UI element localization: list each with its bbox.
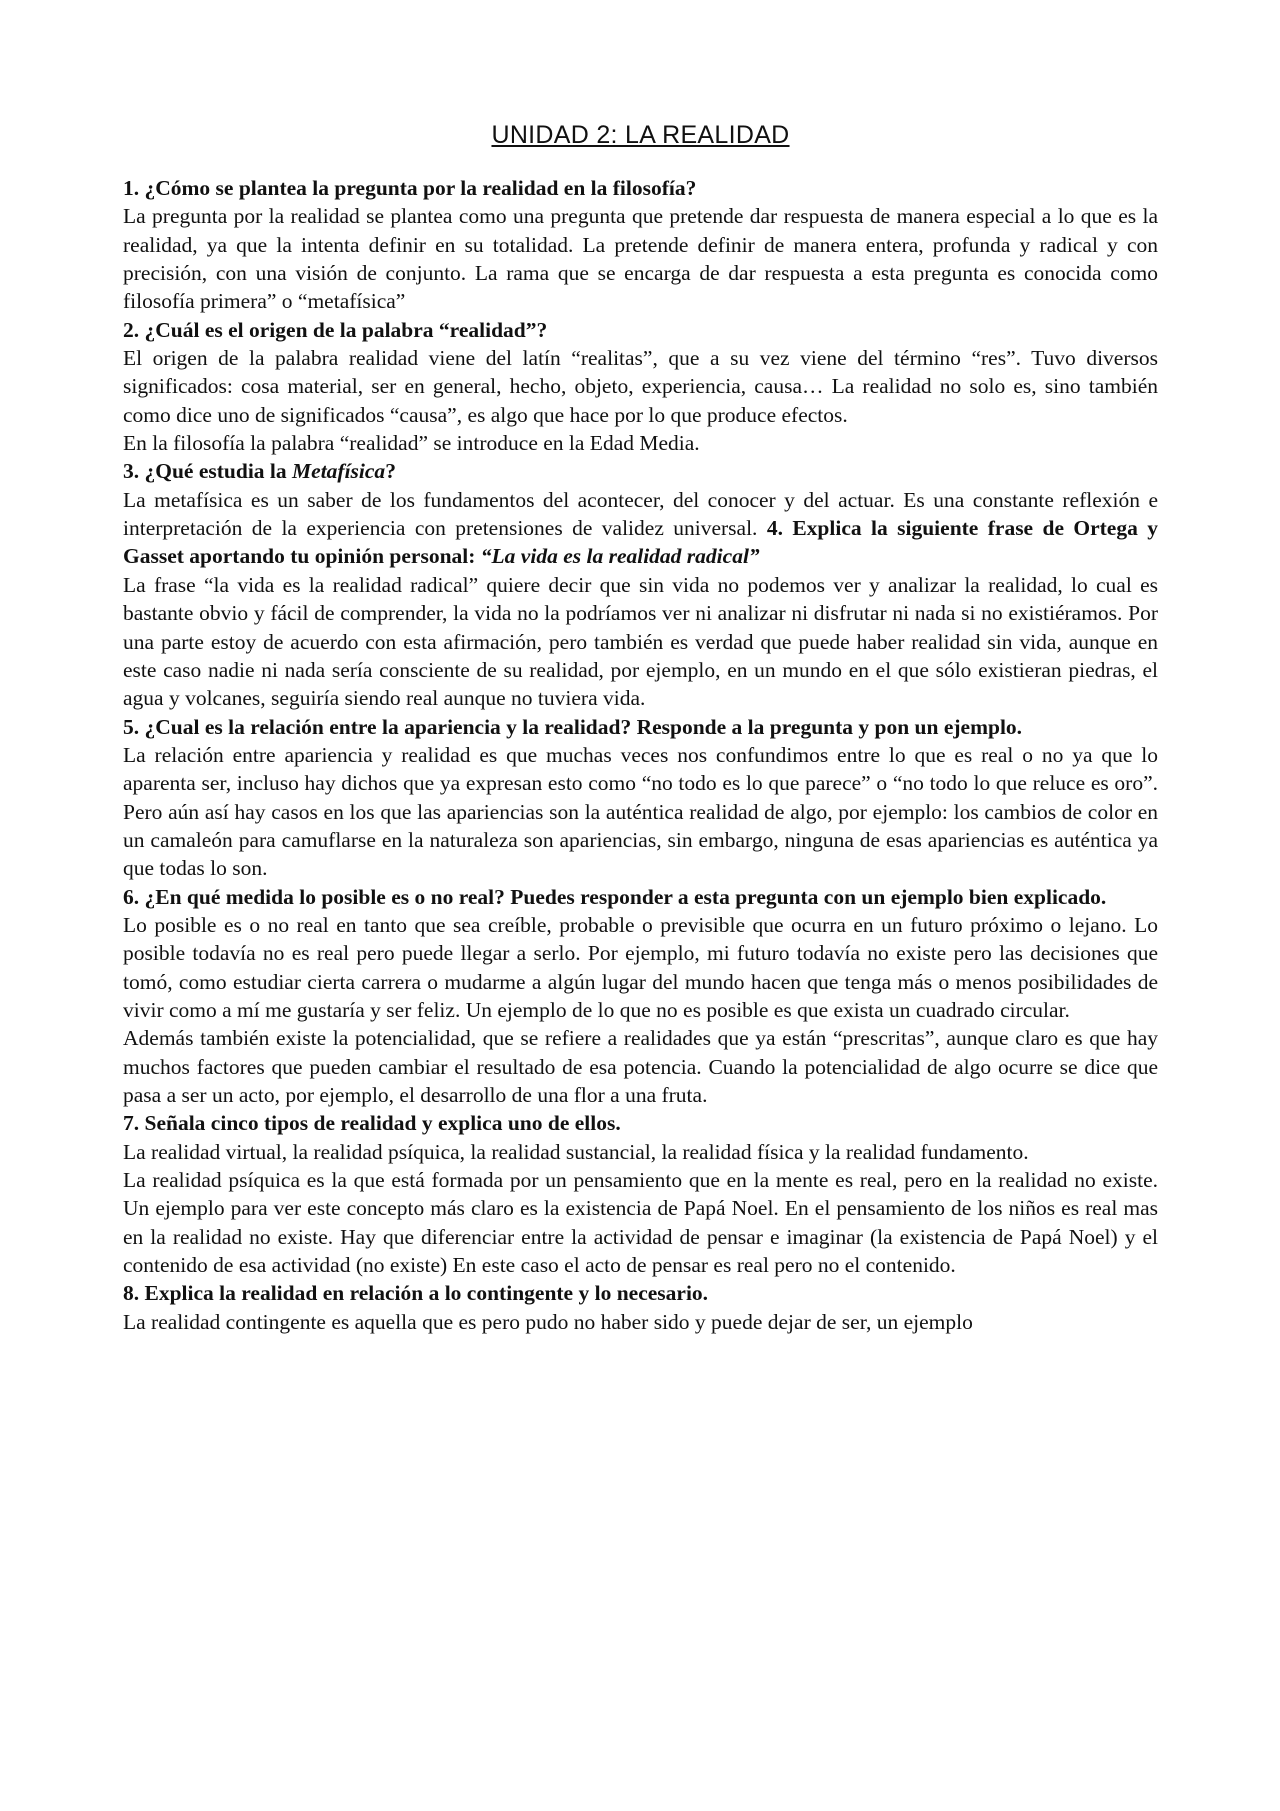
answer-3-with-question-4 [123,486,1158,571]
answer-7-paragraph-1: La realidad virtual, la realidad psíquica, la realidad sustancial, la realidad física y la realidad fundamento. [123,1139,1029,1164]
question-4-prefix: 4. Explica la siguiente frase de Ortega y Gasset aportando tu opinión personal: [123,516,1158,569]
answer-3: La metafísica es un saber de los fundamentos del acontecer, del conocer y del actuar. Es una constante reflexión e interpretación de la experiencia con pretensiones de validez universal. [123,487,1158,541]
answer-2-paragraph-1: El origen de la palabra realidad viene del latín “realitas”, que a su vez viene del término “res”. Tuvo diversos significados: cosa material, ser en general, hecho, objeto, experiencia, causa… La realidad no solo es, sino también como dice uno de significados “causa”, es algo que hace por lo que produce efectos. [123,346,1158,427]
answer-5: La relación entre apariencia y realidad es que muchas veces nos confundimos entre lo que es real o no ya que lo aparenta ser, incluso hay dichos que ya expresan esto como “no todo es lo que parece” o “no todo lo que reluce es oro”. Pero aún así hay casos en los que las apariencias son la auténtica realidad de algo, por ejemplo: los cambios de color en un camaleón para camuflarse en la naturaleza son apariencias, sin embargo, ninguna de esas apariencias es auténtica ya que todas lo son. [123,742,1158,881]
question-4-italic: “La vida es la realidad radical” [480,544,760,569]
document-page [123,118,1158,1336]
answer-6-paragraph-2: Además también existe la potencialidad, que se refiere a realidades que ya están “prescritas”, aunque claro es que hay muchos factores que pueden cambiar el resultado de esa potencia. Cuando la potencialidad de algo ocurre se dice que pasa a ser un acto, por ejemplo, el desarrollo de una flor a una fruta. [123,1026,1158,1107]
question-3 [123,457,1158,485]
question-8: 8. Explica la realidad en relación a lo contingente y lo necesario. [123,1281,709,1306]
answer-1: La pregunta por la realidad se plantea como una pregunta que pretende dar respuesta de manera especial a lo que es la realidad, ya que la intenta definir en su totalidad. La pretende definir de manera entera, profunda y radical y con precisión, con una visión de conjunto. La rama que se encarga de dar respuesta a esta pregunta es conocida como filosofía primera” o “metafísica” [123,204,1158,314]
answer-6-paragraph-1: Lo posible es o no real en tanto que sea creíble, probable o previsible que ocurra en un futuro próximo o lejano. Lo posible todavía no es real pero puede llegar a serlo. Por ejemplo, mi futuro todavía no existe pero las decisiones que tomó, como estudiar cierta carrera o mudarme a algún lugar del mundo hacen que tenga más o menos posibilidades de vivir como a mí me gustaría y ser feliz. Un ejemplo de lo que no es posible es que exista un cuadrado circular. [123,912,1158,1022]
answer-2-paragraph-2: En la filosofía la palabra “realidad” se introduce en la Edad Media. [123,431,700,456]
answer-8: La realidad contingente es aquella que es pero pudo no haber sido y puede dejar de ser, un ejemplo [123,1309,973,1334]
question-3-prefix: 3. ¿Qué estudia la [123,459,293,484]
question-3-suffix: ? [385,459,396,484]
question-6: 6. ¿En qué medida lo posible es o no real? Puedes responder a esta pregunta con un ejemplo bien explicado. [123,884,1107,909]
answer-4: La frase “la vida es la realidad radical” quiere decir que sin vida no podemos ver y analizar la realidad, lo cual es bastante obvio y fácil de comprender, la vida no la podríamos ver ni analizar ni disfrutar ni nada si no existiéramos. Por una parte estoy de acuerdo con esta afirmación, pero también es verdad que puede haber realidad sin vida, aunque en este caso nadie ni nada sería consciente de su realidad, por ejemplo, en un mundo en el que sólo existieran piedras, el agua y volcanes, seguiría siendo real aunque no tuviera vida. [123,572,1158,711]
question-3-italic: Metafísica [292,459,386,484]
question-5: 5. ¿Cual es la relación entre la apariencia y la realidad? Responde a la pregunta y pon un ejemplo. [123,714,1023,739]
page-title: UNIDAD 2: LA REALIDAD [491,121,790,149]
question-2: 2. ¿Cuál es el origen de la palabra “realidad”? [123,317,548,342]
answer-7-paragraph-2: La realidad psíquica es la que está formada por un pensamiento que en la mente es real, pero en la realidad no existe. Un ejemplo para ver este concepto más claro es la existencia de Papá Noel. En el pensamiento de los niños es real mas en la realidad no existe. Hay que diferenciar entre la actividad de pensar e imaginar (la existencia de Papá Noel) y el contenido de esa actividad (no existe) En este caso el acto de pensar es real pero no el contenido. [123,1168,1158,1278]
question-1: 1. ¿Cómo se plantea la pregunta por la realidad en la filosofía? [123,176,697,200]
question-7: 7. Señala cinco tipos de realidad y explica uno de ellos. [123,1111,621,1136]
